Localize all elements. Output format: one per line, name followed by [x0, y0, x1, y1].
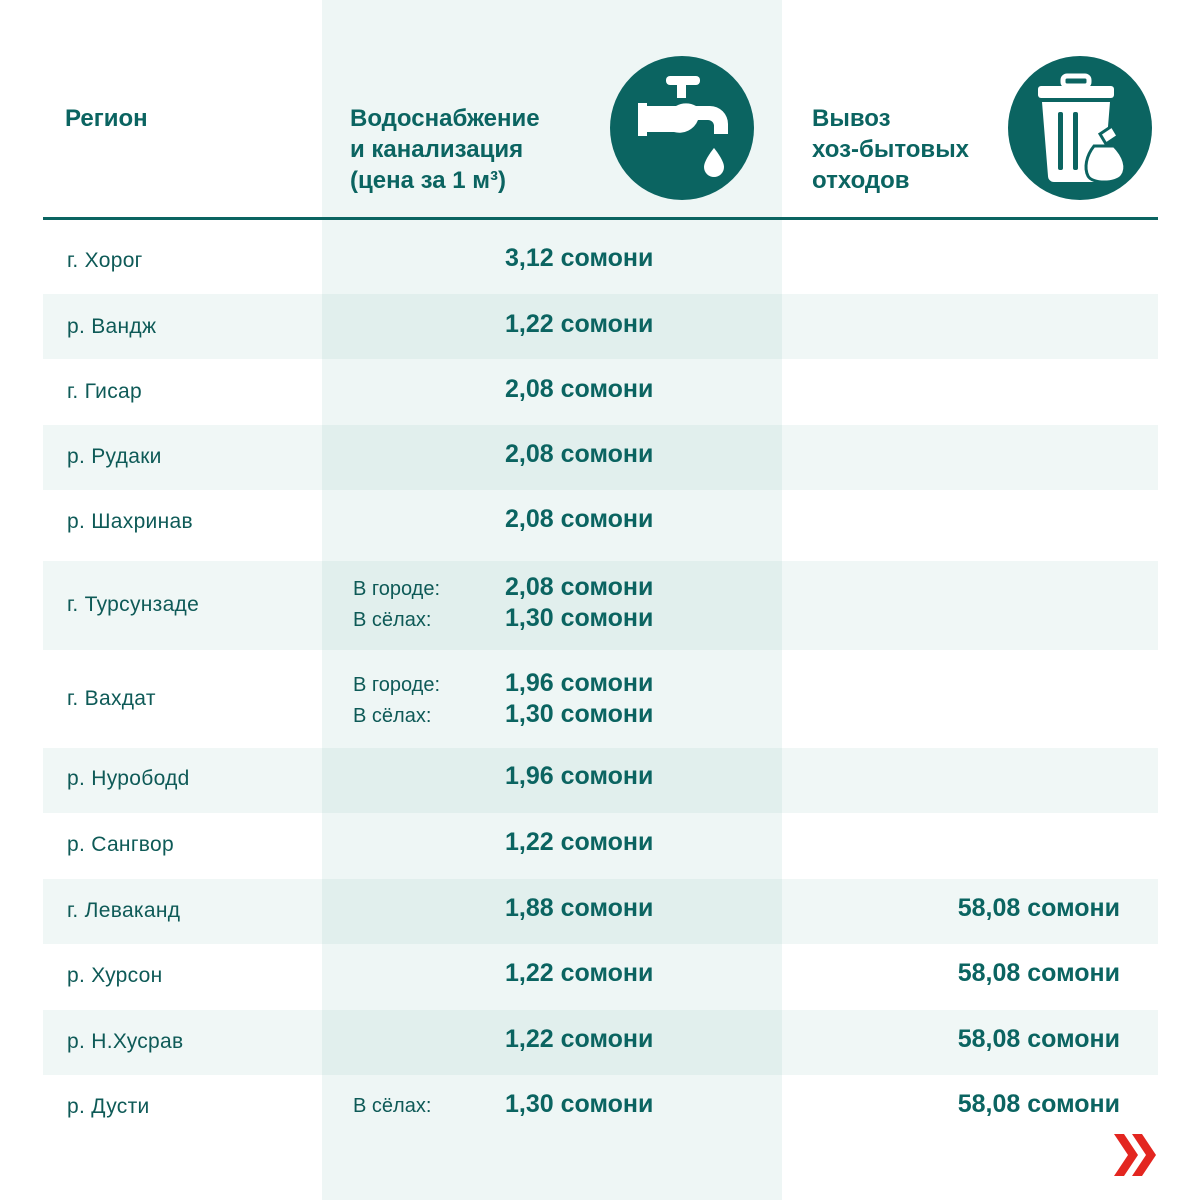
header-waste [812, 103, 1012, 196]
table-row [43, 490, 1158, 561]
region-name: р. Нурободd [67, 767, 190, 790]
header-region: Регион [65, 105, 148, 132]
header-waste-line1: Вывоз [812, 105, 891, 132]
waste-price: 58,08 сомони [957, 1025, 1120, 1053]
water-tap-icon [610, 56, 754, 200]
region-name: р. Хурсон [67, 964, 163, 987]
village-label: В сёлах: [353, 1095, 432, 1117]
waste-price: 58,08 сомони [957, 959, 1120, 987]
table-row [43, 879, 1158, 944]
header-water-line3: (цена за 1 м³) [350, 167, 506, 194]
water-price: 3,12 сомони [505, 244, 654, 272]
table-row [43, 561, 1158, 650]
region-name: г. Хорог [67, 249, 143, 272]
region-name: р. Вандж [67, 315, 157, 338]
water-price-village: 1,30 сомони [505, 604, 654, 632]
table-row [43, 294, 1158, 359]
header-water-line2: и канализация [350, 136, 524, 163]
water-price: 1,22 сомони [505, 1025, 654, 1053]
city-label: В городе: [353, 578, 441, 600]
region-name: р. Шахринав [67, 510, 193, 533]
water-price: 2,08 сомони [505, 375, 654, 403]
region-name: г. Вахдат [67, 687, 156, 710]
water-price: 2,08 сомони [505, 440, 654, 468]
region-name: г. Гисар [67, 380, 142, 403]
header-water-line1: Водоснабжение [350, 105, 540, 132]
table-row [43, 425, 1158, 490]
water-price: 1,22 сомони [505, 310, 654, 338]
region-name: р. Н.Хусрав [67, 1030, 184, 1053]
water-price: 1,96 сомони [505, 762, 654, 790]
water-price: 2,08 сомони [505, 505, 654, 533]
header-waste-line3: отходов [812, 167, 910, 194]
waste-price: 58,08 сомони [957, 894, 1120, 922]
table-row [43, 228, 1158, 294]
region-name: г. Турсунзаде [67, 593, 200, 616]
water-price: 1,30 сомони [505, 1090, 654, 1118]
village-label: В сёлах: [353, 609, 432, 631]
village-label: В сёлах: [353, 705, 432, 727]
table-row [43, 748, 1158, 813]
double-chevron-right-icon[interactable] [1110, 1130, 1160, 1180]
water-price-city: 2,08 сомони [505, 573, 654, 601]
region-name: г. Леваканд [67, 899, 181, 922]
header-waste-line2: хоз-бытовых [812, 136, 970, 163]
table-row [43, 944, 1158, 1010]
water-price-city: 1,96 сомони [505, 669, 654, 697]
water-cell [322, 650, 782, 748]
city-label: В городе: [353, 674, 441, 696]
header-divider [43, 217, 1158, 220]
price-table [43, 228, 1158, 1141]
water-price-village: 1,30 сомони [505, 700, 654, 728]
water-price: 1,88 сомони [505, 894, 654, 922]
header-water [350, 103, 600, 196]
table-header [0, 0, 1200, 220]
region-name: р. Рудаки [67, 445, 162, 468]
table-row [43, 650, 1158, 748]
waste-price: 58,08 сомони [957, 1090, 1120, 1118]
trash-bin-icon [1008, 56, 1152, 200]
table-row [43, 359, 1158, 425]
table-row [43, 1010, 1158, 1075]
table-row [43, 813, 1158, 879]
table-row [43, 1075, 1158, 1141]
water-price: 1,22 сомони [505, 828, 654, 856]
water-price: 1,22 сомони [505, 959, 654, 987]
region-name: р. Дусти [67, 1095, 150, 1118]
region-name: р. Сангвор [67, 833, 174, 856]
